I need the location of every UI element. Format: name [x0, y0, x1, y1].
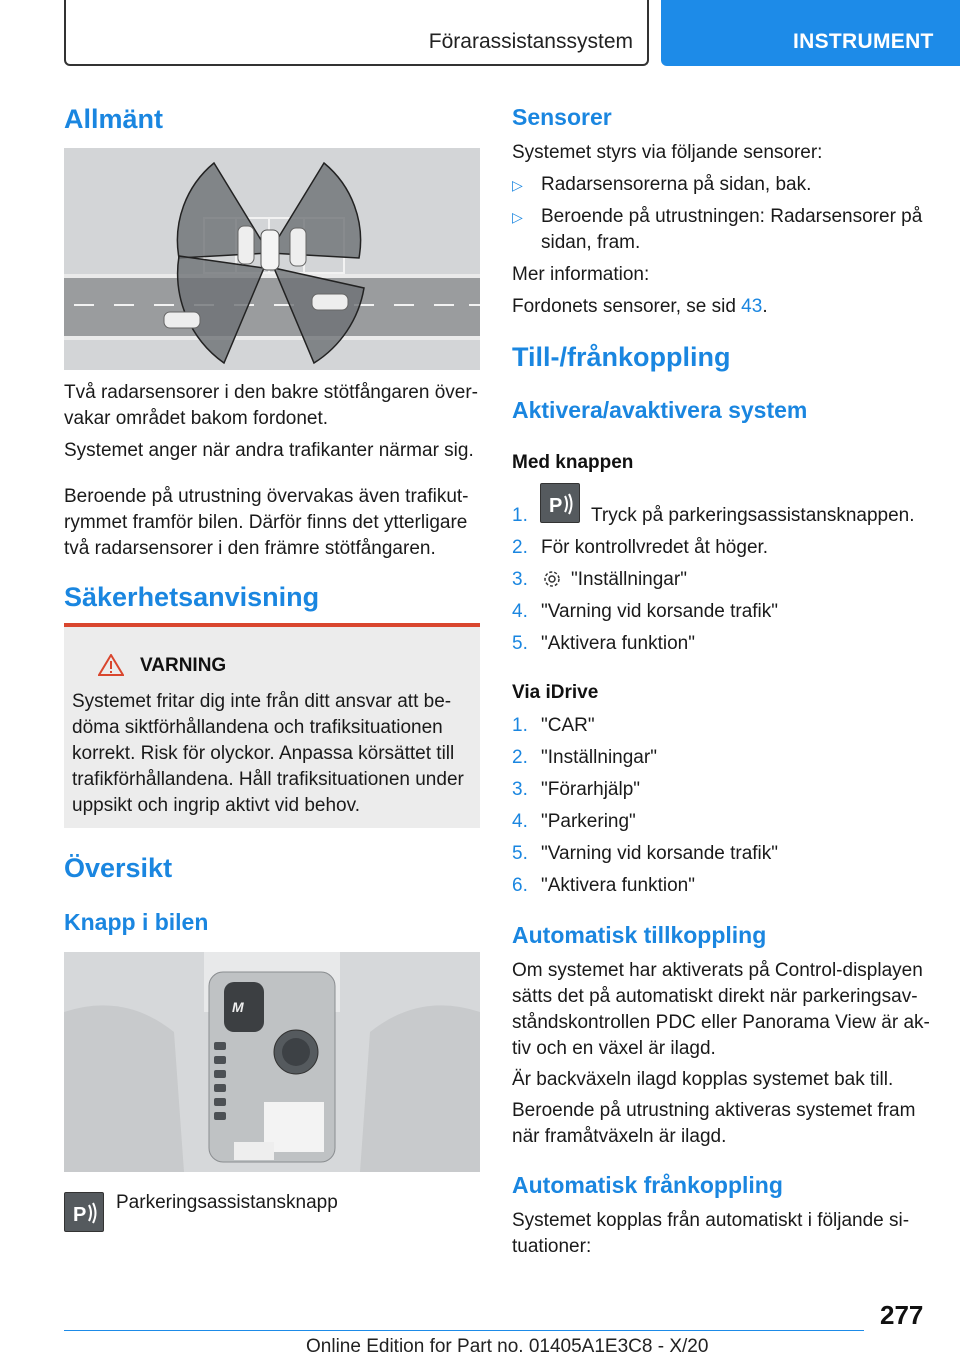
warning-title: VARNING: [140, 655, 227, 676]
parking-assist-button-icon: [64, 1192, 104, 1232]
mer-information: Mer information:: [512, 264, 650, 285]
step-number: 3.: [512, 569, 528, 590]
warning-line: döma siktförhållandena och trafiksituationen: [72, 717, 443, 738]
auto-fran-line: Systemet kopplas från automatiskt i följande si-: [512, 1210, 910, 1231]
page-number: 277: [880, 1300, 924, 1330]
svg-text:P: P: [73, 1204, 87, 1226]
sensor-bullet-2a: Beroende på utrustningen: Radarsensorer på: [541, 206, 923, 227]
till-fran-heading: Till-/frånkoppling: [512, 342, 731, 372]
step-number: 4.: [512, 601, 528, 622]
sensor-bullet-2b: sidan, fram.: [541, 232, 641, 253]
center-console-illustration: [64, 952, 480, 1172]
allmant-paragraph-1b: vakar området bakom fordonet.: [64, 408, 329, 429]
gear-icon: [541, 568, 563, 590]
reference-text: Fordonets sensorer, se sid: [512, 296, 742, 317]
step-number: 2.: [512, 747, 528, 768]
step-number: 3.: [512, 779, 528, 800]
oversikt-heading: Översikt: [64, 853, 173, 883]
step-number: 5.: [512, 633, 528, 654]
step-text: "Inställningar": [571, 569, 687, 590]
med-knappen-heading: Med knappen: [512, 452, 634, 473]
sensorer-intro: Systemet styrs via följande sensorer:: [512, 142, 823, 163]
warning-triangle-icon: [98, 654, 124, 676]
allmant-paragraph-3a: Beroende på utrustning övervakas även trafikut-: [64, 486, 469, 507]
warning-line: uppsikt och ingrip aktivt vid behov.: [72, 795, 360, 816]
radar-coverage-illustration: [64, 148, 480, 370]
allmant-paragraph-2: Systemet anger när andra trafikanter närmar sig.: [64, 440, 474, 461]
step-text: "Förarhjälp": [541, 779, 641, 800]
step-text: "Aktivera funktion": [541, 633, 695, 654]
knapp-i-bilen-heading: Knapp i bilen: [64, 909, 209, 935]
sensor-bullet-1: Radarsensorerna på sidan, bak.: [541, 174, 812, 195]
svg-text:M: M: [232, 999, 244, 1015]
svg-text:P: P: [549, 495, 563, 517]
footer-divider: [64, 1330, 864, 1331]
sakerhet-heading: Säkerhetsanvisning: [64, 582, 320, 612]
step-number: 2.: [512, 537, 528, 558]
header-chapter-tab: [661, 0, 960, 66]
step-number: 6.: [512, 875, 528, 896]
bullet-marker: ▷: [512, 177, 523, 193]
via-idrive-heading: Via iDrive: [512, 682, 599, 703]
sensor-reference: [512, 294, 768, 320]
auto-frankoppling-heading: Automatisk frånkoppling: [512, 1172, 783, 1198]
allmant-heading: Allmänt: [64, 104, 164, 134]
step-number: 1.: [512, 505, 528, 526]
header-chapter-label: INSTRUMENT: [793, 30, 934, 53]
auto-tillkoppling-heading: Automatisk tillkoppling: [512, 922, 767, 948]
reference-end: .: [762, 296, 768, 317]
parking-assist-button-icon: [540, 483, 580, 523]
step-text: För kontrollvredet åt höger.: [541, 537, 769, 558]
bullet-marker: ▷: [512, 209, 523, 225]
step-text: "Varning vid korsande trafik": [541, 843, 779, 864]
auto-till-line: Om systemet har aktiverats på Control-displayen: [512, 960, 923, 981]
warning-line: korrekt. Risk för olyckor. Anpassa körsättet till: [72, 743, 455, 764]
step-text: "CAR": [541, 715, 595, 736]
step-text: "Aktivera funktion": [541, 875, 695, 896]
warning-box: [64, 623, 480, 828]
step-text: "Varning vid korsande trafik": [541, 601, 779, 622]
warning-line: Systemet fritar dig inte från ditt ansvar att be-: [72, 691, 452, 712]
header-section-tab: [64, 0, 649, 66]
auto-till-line: Beroende på utrustning aktiveras systemet fram: [512, 1100, 916, 1121]
step-text: "Parkering": [541, 811, 636, 832]
step-number: 5.: [512, 843, 528, 864]
parking-assist-glyph: [541, 484, 581, 524]
warning-text: [72, 689, 472, 819]
header-section-label: Förarassistanssystem: [428, 30, 633, 53]
auto-till-line: tiv och en växel är ilagd.: [512, 1038, 716, 1059]
auto-till-line: Är backväxeln ilagd kopplas systemet bak till.: [512, 1069, 894, 1090]
step-number: 4.: [512, 811, 528, 832]
allmant-paragraph-3c: två radarsensorer i den främre stötfångaren.: [64, 538, 436, 559]
page-43-link[interactable]: 43: [741, 296, 763, 317]
auto-fran-line: tuationer:: [512, 1236, 592, 1257]
auto-till-line: när framåtväxeln är ilagd.: [512, 1126, 727, 1147]
parking-assist-glyph: [65, 1193, 105, 1233]
aktivera-heading: Aktivera/avaktivera system: [512, 397, 808, 423]
center-console-svg: [64, 952, 480, 1172]
allmant-paragraph-1a: Två radarsensorer i den bakre stötfångaren över-: [64, 382, 478, 403]
auto-till-line: ståndskontrollen PDC eller Panorama View är ak-: [512, 1012, 930, 1033]
footer-edition: Online Edition for Part no. 01405A1E3C8 - X/20: [306, 1336, 709, 1357]
button-caption: Parkeringsassistansknapp: [116, 1192, 338, 1213]
sensorer-heading: Sensorer: [512, 104, 612, 130]
step-text: Tryck på parkeringsassistansknappen.: [591, 505, 915, 526]
radar-coverage-svg: [64, 148, 480, 370]
step-number: 1.: [512, 715, 528, 736]
step-text: "Inställningar": [541, 747, 657, 768]
allmant-paragraph-3b: rymmet framför bilen. Därför finns det ytterligare: [64, 512, 468, 533]
auto-till-line: sätts det på automatiskt direkt när parkeringsav-: [512, 986, 918, 1007]
warning-line: trafikförhållandena. Håll trafiksituationen under: [72, 769, 464, 790]
